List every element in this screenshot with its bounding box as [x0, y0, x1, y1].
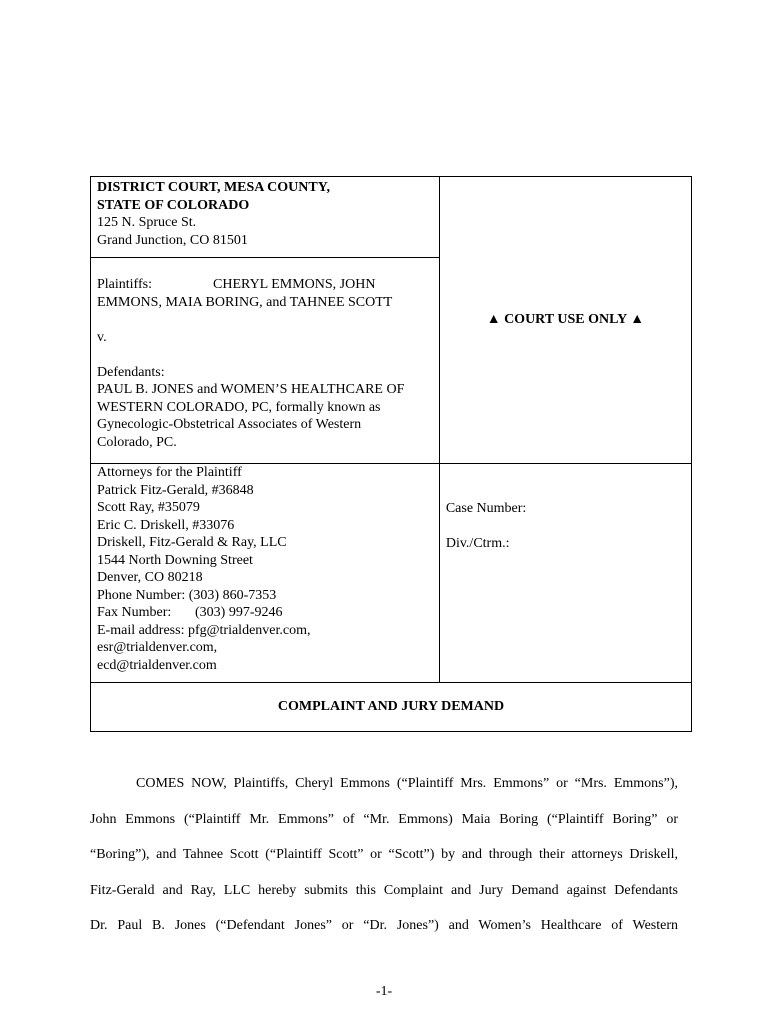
firm-city: Denver, CO 80218 — [97, 570, 203, 585]
plaintiffs-line1 — [97, 276, 433, 294]
defendants-line1: PAUL B. JONES and WOMEN’S HEALTHCARE OF — [97, 382, 405, 397]
court-use-cell — [439, 177, 691, 464]
defendants-line4: Colorado, PC. — [97, 434, 177, 450]
attorney-line: Eric C. Driskell, #33076 — [97, 517, 235, 533]
plaintiffs-names-1: CHERYL EMMONS, JOHN — [213, 277, 376, 292]
defendants-line3: Gynecologic-Obstetrical Associates of Western — [97, 417, 362, 432]
attorneys-cell — [91, 464, 440, 683]
court-name-line2: STATE OF COLORADO — [97, 197, 250, 213]
division-label: Div./Ctrm.: — [445, 536, 510, 551]
parties-cell — [91, 258, 440, 464]
fax-label: Fax Number: — [97, 605, 172, 620]
defendants-label: Defendants: — [97, 364, 165, 380]
attorney-line: Scott Ray, #35079 — [97, 500, 200, 515]
page-number: -1- — [375, 984, 393, 999]
attorneys-row — [91, 464, 692, 683]
title-row — [91, 683, 692, 732]
plaintiffs-line2: EMMONS, MAIA BORING, and TAHNEE SCOTT — [97, 294, 393, 310]
versus-label: v. — [97, 329, 107, 345]
fax-number — [97, 604, 433, 622]
court-address-line2: Grand Junction, CO 81501 — [97, 232, 248, 248]
court-info-cell — [91, 177, 440, 258]
case-number-label: Case Number: — [445, 501, 527, 516]
court-row — [91, 177, 692, 258]
complaint-body — [90, 766, 678, 944]
phone-number: Phone Number: (303) 860-7353 — [97, 587, 277, 603]
court-use-only-label: ▲ COURT USE ONLY ▲ — [486, 312, 645, 328]
document-title: COMPLAINT AND JURY DEMAND — [91, 683, 692, 732]
fax-value: (303) 997-9246 — [195, 605, 283, 620]
plaintiffs-label: Plaintiffs: — [97, 277, 152, 292]
email-line: ecd@trialdenver.com — [97, 657, 217, 673]
court-address-line1: 125 N. Spruce St. — [97, 215, 197, 230]
email-line: E-mail address: pfg@trialdenver.com, — [97, 622, 311, 638]
body-line: “Boring”), and Tahnee Scott (“Plaintiff Scott” or “Scott”) by and through their attorneys Driskell, — [90, 847, 678, 862]
case-caption-table — [90, 176, 692, 732]
attorneys-heading: Attorneys for the Plaintiff — [97, 465, 242, 480]
body-line: Fitz-Gerald and Ray, LLC hereby submits this Complaint and Jury Demand against Defendants — [90, 882, 678, 898]
court-name-line1: DISTRICT COURT, MESA COUNTY, — [97, 180, 331, 195]
body-line: John Emmons (“Plaintiff Mr. Emmons” of “Mr. Emmons) Maia Boring (“Plaintiff Boring” or — [90, 811, 678, 827]
firm-name: Driskell, Fitz-Gerald & Ray, LLC — [97, 535, 287, 550]
body-line: Dr. Paul B. Jones (“Defendant Jones” or “Dr. Jones”) and Women’s Healthcare of Western — [90, 918, 678, 933]
defendants-line2: WESTERN COLORADO, PC, formally known as — [97, 399, 381, 415]
case-info-cell — [439, 464, 691, 683]
body-line: COMES NOW, Plaintiffs, Cheryl Emmons (“Plaintiff Mrs. Emmons” or “Mrs. Emmons”), — [136, 776, 678, 791]
attorney-line: Patrick Fitz-Gerald, #36848 — [97, 482, 254, 498]
firm-street: 1544 North Downing Street — [97, 552, 253, 568]
email-line: esr@trialdenver.com, — [97, 640, 218, 655]
